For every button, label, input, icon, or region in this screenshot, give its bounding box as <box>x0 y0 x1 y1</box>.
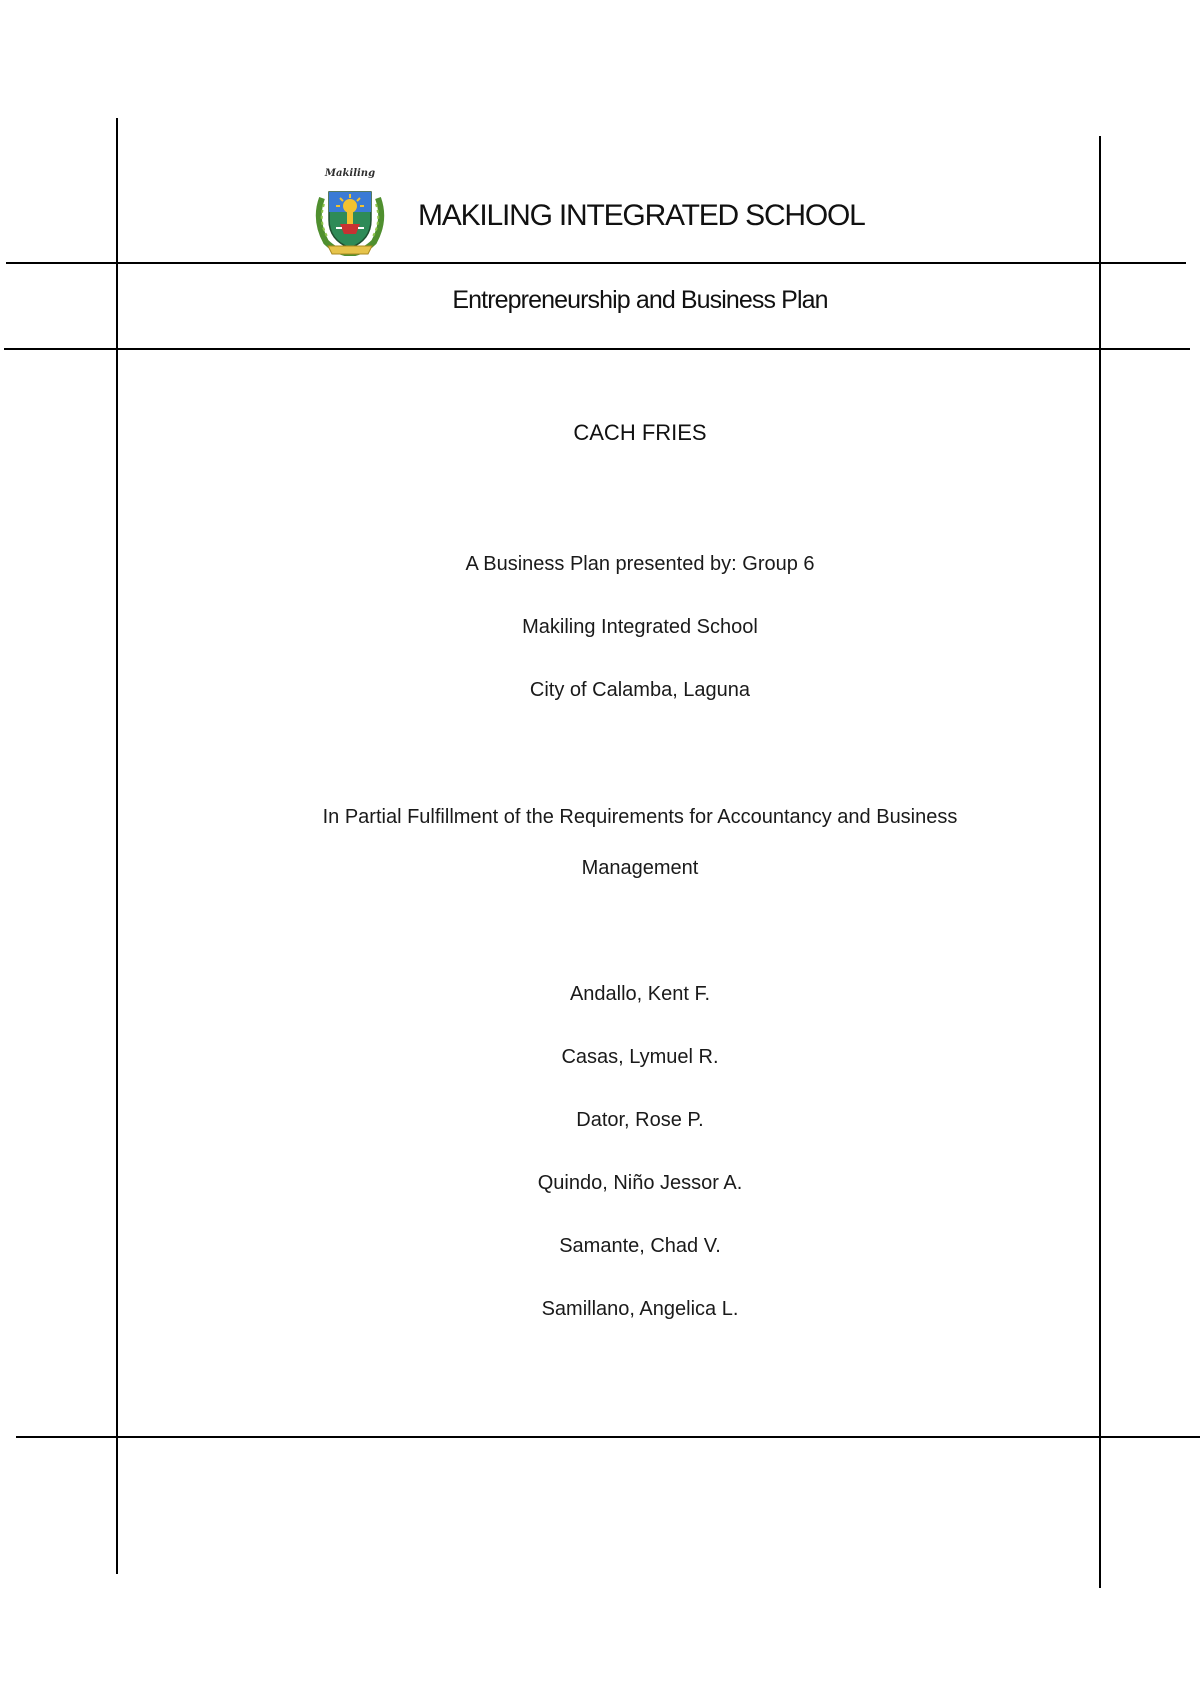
member-list <box>340 980 940 1358</box>
member-name: Dator, Rose P. <box>576 1109 704 1131</box>
member-name: Casas, Lymuel R. <box>561 1046 719 1068</box>
subject-heading: Entrepreneurship and Business Plan <box>452 286 828 314</box>
right-frame-line <box>1099 136 1101 1588</box>
fulfillment-line-1: In Partial Fulfillment of the Requirements for Accountancy and Business <box>322 806 958 828</box>
member-name: Samillano, Angelica L. <box>541 1298 739 1320</box>
business-title: CACH FRIES <box>573 420 707 445</box>
presented-by-line: A Business Plan presented by: Group 6 <box>465 553 815 575</box>
school-name-heading: MAKILING INTEGRATED SCHOOL <box>418 199 865 232</box>
school-line: Makiling Integrated School <box>522 616 758 638</box>
location-line: City of Calamba, Laguna <box>529 679 751 701</box>
footer-rule <box>16 1436 1200 1438</box>
header-top-rule <box>6 262 1186 264</box>
logo-text: Makiling <box>324 168 376 179</box>
member-name: Samante, Chad V. <box>559 1235 721 1257</box>
fulfillment-line-2: Management <box>581 857 699 879</box>
left-frame-line <box>116 118 118 1574</box>
member-name: Quindo, Niño Jessor A. <box>537 1172 743 1194</box>
school-seal-icon <box>312 168 388 256</box>
header-bottom-rule <box>4 348 1190 350</box>
member-name: Andallo, Kent F. <box>569 983 711 1005</box>
